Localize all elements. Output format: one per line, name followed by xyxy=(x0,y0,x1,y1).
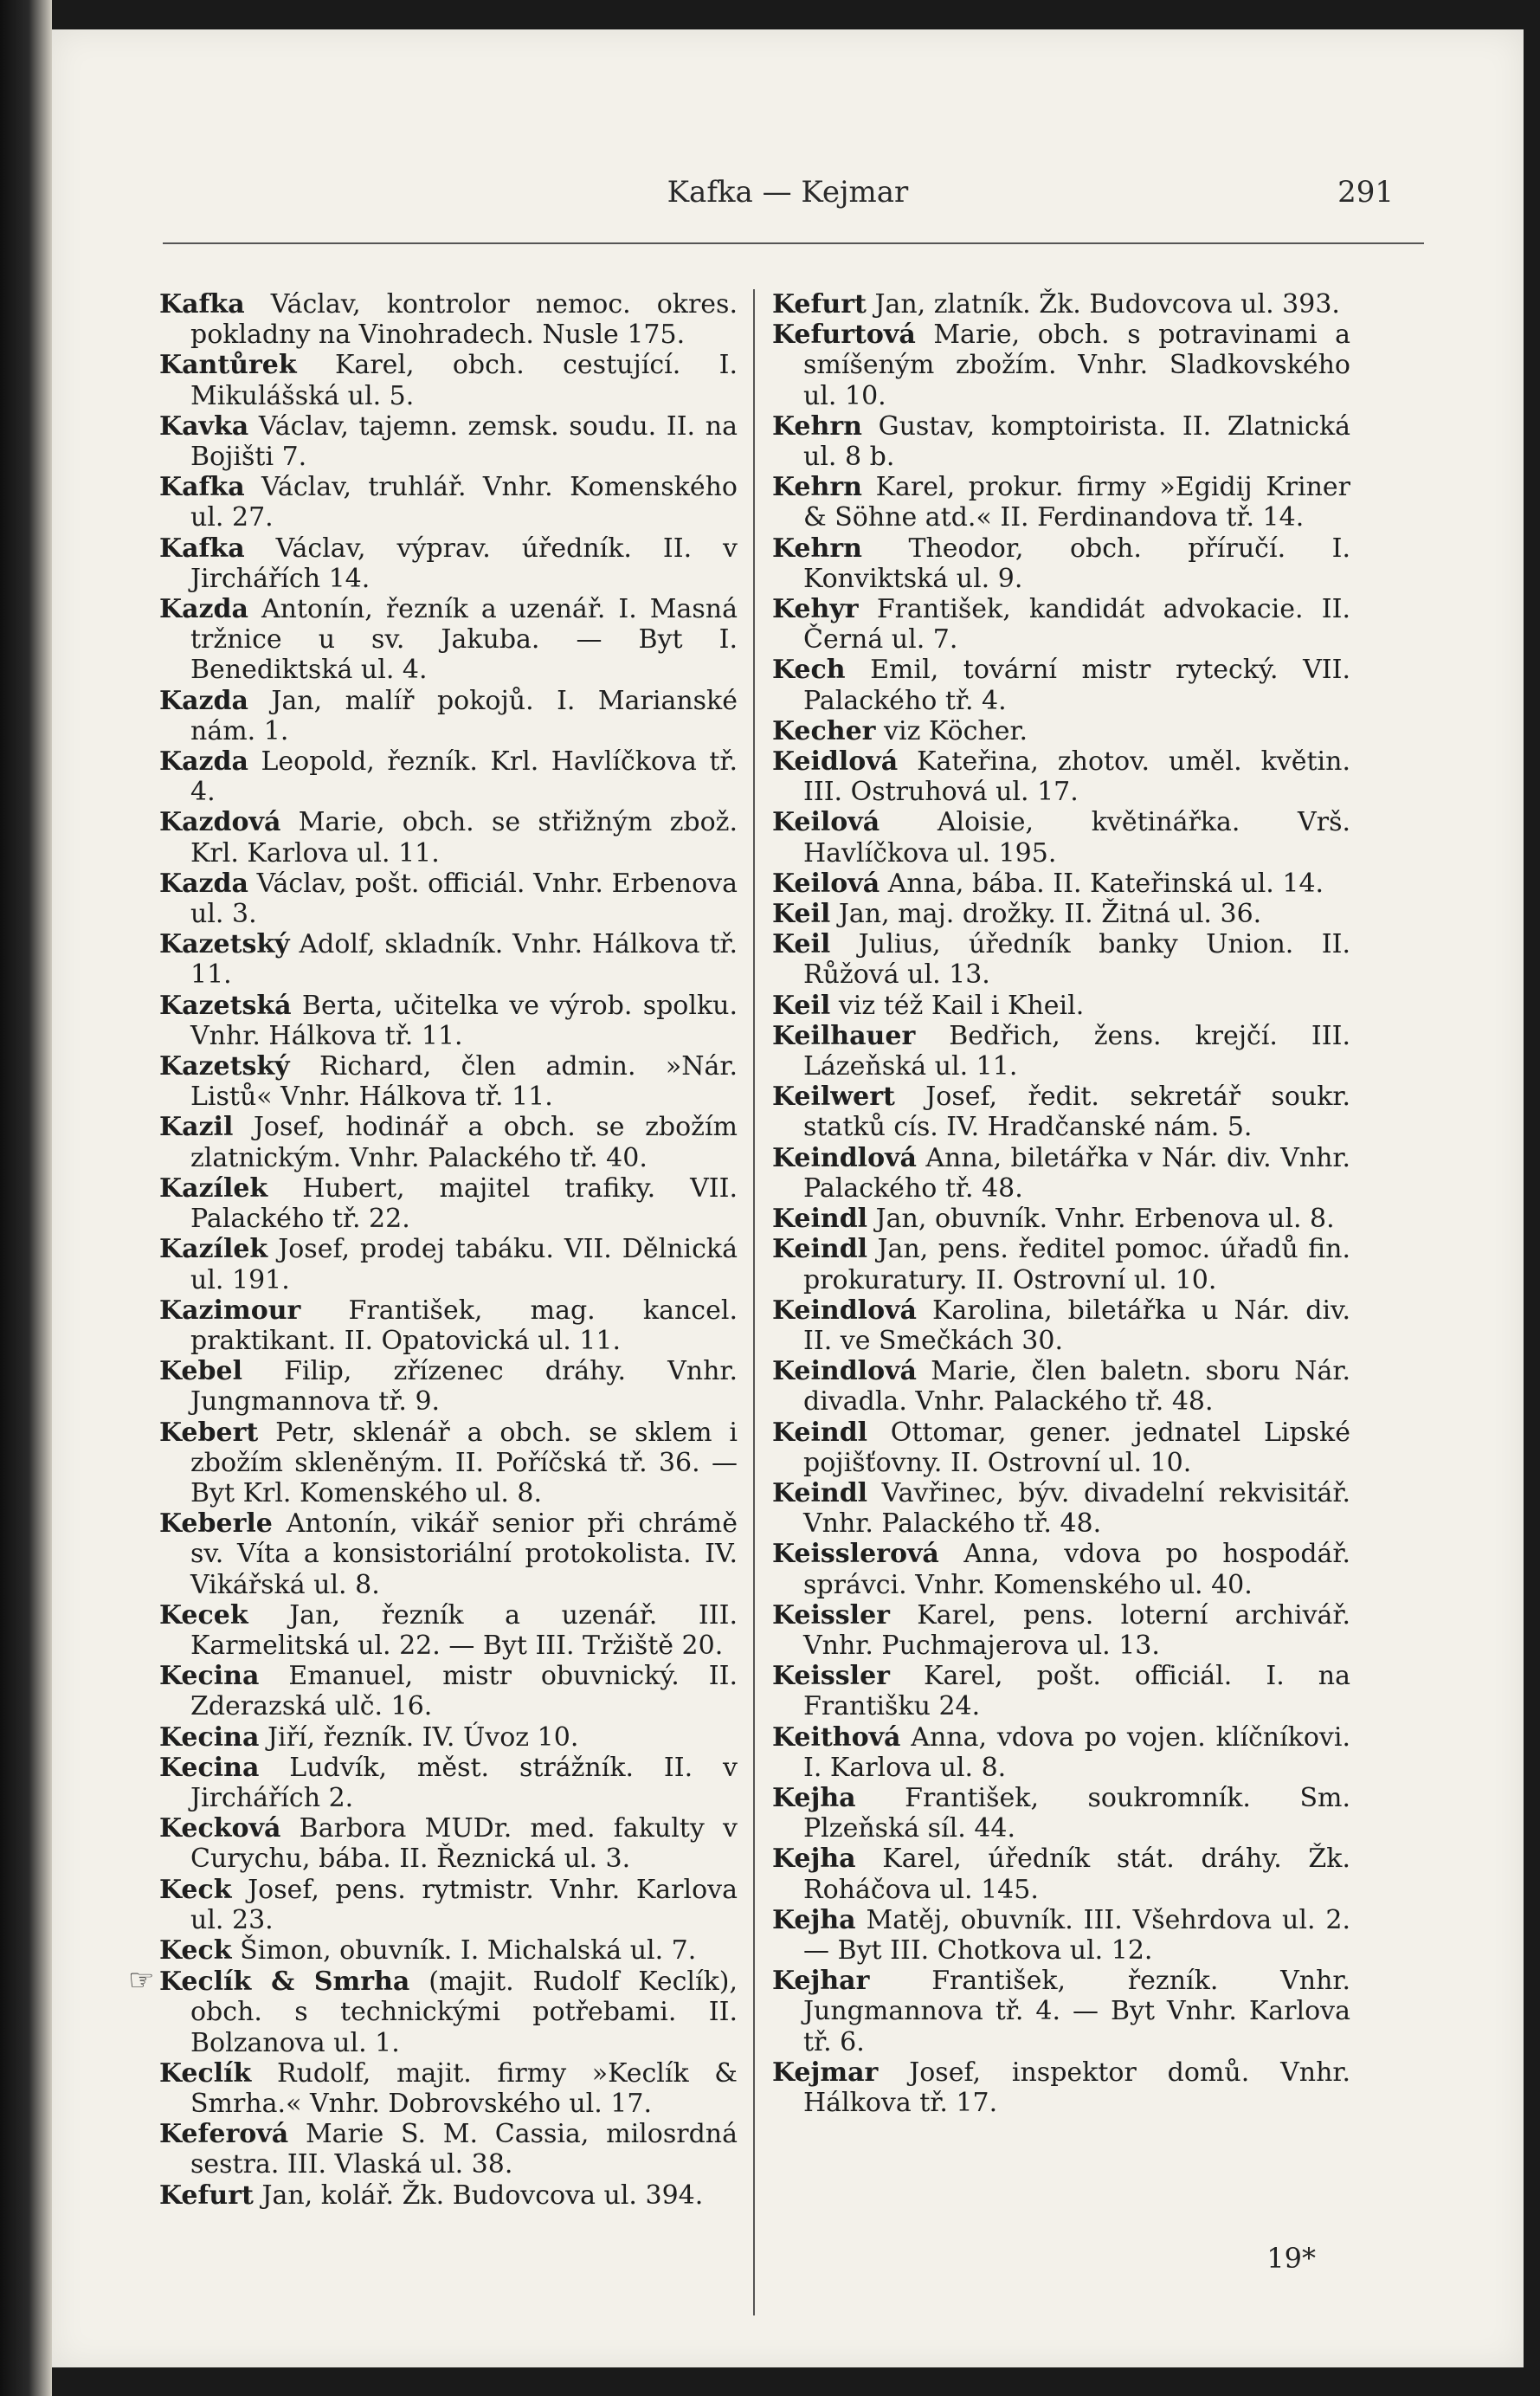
directory-entry xyxy=(159,2119,738,2180)
entry-name: Kantůrek xyxy=(159,350,297,381)
directory-entry xyxy=(159,533,738,594)
entry-details: Theodor, obch. příručí. I. Konviktská ul. 9. xyxy=(803,533,1350,594)
entry-name: Keclík xyxy=(159,2057,252,2089)
entry-details: Bedřich, žens. krejčí. III. Lázeňská ul. 11. xyxy=(803,1020,1350,1082)
entry-details: Anna, vdova po hospodář. správci. Vnhr. Komenského ul. 40. xyxy=(803,1539,1350,1600)
directory-entry xyxy=(772,655,1350,715)
entry-details: Berta, učitelka ve výrob. spolku. Vnhr. Hálkova tř. 11. xyxy=(190,990,738,1051)
entry-name: Kecek xyxy=(159,1599,248,1631)
entry-details: Anna, bába. II. Kateřinská ul. 14. xyxy=(887,868,1324,899)
entry-details: Karel, pošt. officiál. I. na Františku 24. xyxy=(803,1661,1350,1722)
entry-details: Marie S. M. Cassia, milosrdná sestra. III. Vlaská ul. 38. xyxy=(190,2119,738,2180)
entry-name: Kejmar xyxy=(772,2057,879,2088)
directory-entry xyxy=(159,2180,738,2211)
entry-name: Keilová xyxy=(772,868,880,899)
directory-entry xyxy=(159,686,738,746)
book-spine-edge xyxy=(0,0,52,2396)
directory-entry xyxy=(772,1966,1350,2057)
entry-name: Keissler xyxy=(772,1599,890,1631)
entry-details: Matěj, obuvník. III. Všehrdova ul. 2. — Byt III. Chotkova ul. 12. xyxy=(803,1904,1350,1966)
entry-name: Keclík & Smrha xyxy=(159,1967,410,1998)
directory-entry xyxy=(159,1935,738,1966)
entry-name: Kecková xyxy=(159,1813,281,1844)
entry-details: Šimon, obuvník. I. Michalská ul. 7. xyxy=(240,1934,697,1966)
entry-name: Keil xyxy=(772,929,831,960)
entry-name: Kehrn xyxy=(772,410,862,442)
entry-name: Kebel xyxy=(159,1356,242,1387)
entry-details: Karel, prokur. firmy »Egidij Kriner & Söhne atd.« II. Ferdinandova tř. 14. xyxy=(803,472,1350,533)
entry-details: Ottomar, gener. jednatel Lipské pojišťovny. II. Ostrovní ul. 10. xyxy=(803,1417,1350,1478)
entry-name: Kecina xyxy=(159,1752,260,1783)
directory-entry xyxy=(159,411,738,472)
directory-entry xyxy=(159,746,738,807)
entry-name: Kazetská xyxy=(159,990,292,1021)
entry-name: Keindlová xyxy=(772,1142,917,1173)
entry-name: Keindl xyxy=(772,1234,868,1265)
directory-entry xyxy=(159,929,738,990)
entry-details: Josef, ředit. sekretář soukr. statků cís. IV. Hradčanské nám. 5. xyxy=(803,1082,1350,1143)
entry-name: Kazetský xyxy=(159,1051,290,1082)
entry-details: Jan, obuvník. Vnhr. Erbenova ul. 8. xyxy=(875,1204,1335,1235)
directory-entry xyxy=(772,1661,1350,1721)
entry-name: Keithová xyxy=(772,1721,901,1753)
entry-name: Kafka xyxy=(159,472,245,503)
entry-details: Karolina, biletářka u Nár. div. II. ve Smečkách 30. xyxy=(803,1295,1350,1356)
directory-entry xyxy=(772,1204,1350,1234)
entry-details: Vavřinec, býv. divadelní rekvisitář. Vnhr. Palackého tř. 48. xyxy=(803,1477,1350,1540)
directory-entry xyxy=(772,320,1350,411)
directory-entry xyxy=(772,1418,1350,1478)
entry-details: Anna, biletářka v Nár. div. Vnhr. Palackého tř. 48. xyxy=(803,1142,1350,1204)
entry-name: Kecina xyxy=(159,1721,260,1753)
directory-entry xyxy=(772,1082,1350,1142)
directory-entry xyxy=(159,1600,738,1661)
entry-details: Adolf, skladník. Vnhr. Hálkova tř. 11. xyxy=(190,929,738,991)
entry-name: Keindlová xyxy=(772,1295,917,1326)
directory-entry xyxy=(772,289,1350,320)
directory-entry xyxy=(128,1963,738,2058)
directory-entry xyxy=(159,1813,738,1874)
entry-name: Kejha xyxy=(772,1904,856,1935)
entry-details: Josef, prodej tabáku. VII. Dělnická ul. 191. xyxy=(190,1234,738,1295)
entry-details: Karel, úředník stát. dráhy. Žk. Roháčova ul. 145. xyxy=(803,1844,1350,1905)
entry-name: Keberle xyxy=(159,1508,273,1540)
directory-entry xyxy=(159,2058,738,2119)
entry-details: Jan, řezník a uzenář. III. Karmelitská ul. 22. — Byt III. Tržiště 20. xyxy=(190,1599,738,1661)
entry-name: Kazda xyxy=(159,746,248,778)
directory-entry xyxy=(772,2057,1350,2118)
entry-details: Marie, obch. s potravinami a smíšeným zbožím. Vnhr. Sladkovského ul. 10. xyxy=(803,320,1350,411)
page-number: 291 xyxy=(1337,175,1394,210)
pointing-hand-icon: ☞ xyxy=(128,1963,155,1999)
directory-entry xyxy=(772,472,1350,533)
entry-details: Julius, úředník banky Union. II. Růžová ul. 13. xyxy=(803,929,1350,991)
book-page xyxy=(52,29,1524,2367)
entry-name: Keissler xyxy=(772,1661,890,1692)
directory-entry xyxy=(159,807,738,868)
entry-name: Keisslerová xyxy=(772,1539,939,1570)
entry-name: Kazda xyxy=(159,868,248,899)
entry-details: Petr, sklenář a obch. se sklem i zbožím skleněným. II. Poříčská tř. 36. — Byt Krl. Komenského ul. 8. xyxy=(190,1417,738,1508)
entry-name: Kecher xyxy=(772,715,876,746)
directory-entry xyxy=(772,1478,1350,1539)
entry-name: Keindl xyxy=(772,1477,868,1508)
directory-entry xyxy=(772,1234,1350,1295)
entry-details: Josef, inspektor domů. Vnhr. Hálkova tř. 17. xyxy=(803,2057,1350,2118)
entry-details: Richard, člen admin. »Nár. Listů« Vnhr. Hálkova tř. 11. xyxy=(190,1051,738,1113)
entry-details: Václav, výprav. úředník. II. v Jirchářích 14. xyxy=(190,533,738,594)
entry-details: Anna, vdova po vojen. klíčníkovi. I. Karlova ul. 8. xyxy=(803,1721,1350,1783)
entry-details: Karel, pens. loterní archivář. Vnhr. Puchmajerova ul. 13. xyxy=(803,1599,1350,1661)
entry-details: František, řezník. Vnhr. Jungmannova tř. 4. — Byt Vnhr. Karlova tř. 6. xyxy=(803,1966,1350,2057)
entry-details: Ludvík, měst. strážník. II. v Jirchářích 2. xyxy=(190,1752,738,1813)
entry-details: Leopold, řezník. Krl. Havlíčkova tř. 4. xyxy=(190,746,738,808)
entry-name: Kejhar xyxy=(772,1966,870,1997)
entry-name: Kazetský xyxy=(159,929,290,960)
directory-entry xyxy=(772,807,1350,868)
directory-entry xyxy=(159,1234,738,1295)
entry-name: Kazda xyxy=(159,685,248,716)
entry-name: Kech xyxy=(772,655,846,686)
entry-name: Keilová xyxy=(772,807,880,838)
entry-details: viz též Kail i Kheil. xyxy=(838,990,1085,1021)
entry-name: Keindl xyxy=(772,1417,868,1448)
entry-details: Aloisie, květinářka. Vrš. Havlíčkova ul. 195. xyxy=(803,807,1350,869)
directory-entry xyxy=(772,929,1350,990)
entry-details: Jan, zlatník. Žk. Budovcova ul. 393. xyxy=(874,289,1340,320)
entry-name: Keindlová xyxy=(772,1356,917,1387)
entry-details: viz Köcher. xyxy=(884,715,1028,746)
directory-entry xyxy=(159,1295,738,1356)
entry-name: Kazil xyxy=(159,1112,234,1143)
entry-details: František, kandidát advokacie. II. Černá ul. 7. xyxy=(803,594,1351,656)
entry-details: Karel, obch. cestující. I. Mikulášská ul. 5. xyxy=(190,350,738,411)
entry-details: František, mag. kancel. praktikant. II. Opatovická ul. 11. xyxy=(190,1295,738,1356)
entry-details: (majit. Rudolf Keclík), obch. s technickými potřebami. II. Bolzanova ul. 1. xyxy=(190,1967,738,2058)
entry-details: Jan, malíř pokojů. I. Marianské nám. 1. xyxy=(190,685,738,746)
directory-entry xyxy=(772,991,1350,1021)
running-head: Kafka — Kejmar xyxy=(667,175,909,210)
signature-mark: 19* xyxy=(1266,2242,1316,2275)
directory-entry xyxy=(159,991,738,1051)
directory-entry xyxy=(159,1356,738,1417)
directory-entry xyxy=(159,1508,738,1600)
directory-entry xyxy=(772,1905,1350,1966)
directory-entry xyxy=(159,1753,738,1813)
directory-entry xyxy=(772,1021,1350,1082)
entry-name: Kejha xyxy=(772,1782,856,1813)
entry-details: Antonín, vikář senior při chrámě sv. Víta a konsistoriální protokolista. IV. Vikářská ul. 8. xyxy=(190,1508,738,1600)
directory-entry xyxy=(772,716,1350,746)
entry-name: Keilwert xyxy=(772,1082,895,1113)
directory-entry xyxy=(159,1875,738,1935)
entry-name: Keil xyxy=(772,990,831,1021)
entry-name: Kefurt xyxy=(772,289,867,320)
directory-entry xyxy=(159,869,738,929)
directory-entry xyxy=(772,869,1350,899)
entry-name: Kazílek xyxy=(159,1172,268,1204)
entry-details: Emil, tovární mistr rytecký. VII. Palackého tř. 4. xyxy=(803,655,1350,716)
entry-details: Kateřina, zhotov. uměl. květin. III. Ostruhová ul. 17. xyxy=(803,746,1350,808)
directory-entry xyxy=(159,289,738,350)
directory-entry xyxy=(772,411,1350,472)
entry-details: Václav, kontrolor nemoc. okres. pokladny na Vinohradech. Nusle 175. xyxy=(190,289,738,351)
entry-name: Kazimour xyxy=(159,1295,301,1326)
entry-name: Keck xyxy=(159,1934,232,1966)
directory-entry xyxy=(159,1051,738,1112)
entry-name: Keferová xyxy=(159,2119,289,2150)
entry-details: Antonín, řezník a uzenář. I. Masná tržnice u sv. Jakuba. — Byt I. Benediktská ul. 4. xyxy=(190,594,738,686)
directory-entry xyxy=(772,1539,1350,1599)
directory-entry xyxy=(772,746,1350,807)
entry-name: Kejha xyxy=(772,1844,856,1875)
entry-details: Emanuel, mistr obuvnický. II. Zderazská ulč. 16. xyxy=(190,1661,738,1722)
directory-entry xyxy=(159,1112,738,1172)
entry-details: Rudolf, majit. firmy »Keclík & Smrha.« Vnhr. Dobrovského ul. 17. xyxy=(190,2057,738,2119)
directory-entry xyxy=(159,1661,738,1721)
entry-name: Keilhauer xyxy=(772,1020,916,1051)
entry-name: Kafka xyxy=(159,289,245,320)
directory-entry xyxy=(159,594,738,686)
entry-details: František, soukromník. Sm. Plzeňská síl. 44. xyxy=(803,1782,1350,1844)
entry-details: Filip, zřízenec dráhy. Vnhr. Jungmannova tř. 9. xyxy=(190,1356,738,1418)
entry-name: Keindl xyxy=(772,1204,868,1235)
entry-name: Kazdová xyxy=(159,807,281,838)
entry-details: Marie, člen baletn. sboru Nár. divadla. Vnhr. Palackého tř. 48. xyxy=(803,1356,1350,1418)
directory-entry xyxy=(772,1844,1350,1904)
entry-name: Kazílek xyxy=(159,1234,268,1265)
entry-details: Hubert, majitel trafiky. VII. Palackého tř. 22. xyxy=(190,1172,738,1235)
entry-details: Josef, pens. rytmistr. Vnhr. Karlova ul. 23. xyxy=(190,1874,738,1935)
directory-entry xyxy=(772,533,1350,594)
entry-name: Kehrn xyxy=(772,533,862,564)
header-rule xyxy=(163,242,1424,244)
entry-details: Václav, truhlář. Vnhr. Komenského ul. 27. xyxy=(190,472,738,533)
directory-entry xyxy=(772,1295,1350,1356)
entry-name: Kecina xyxy=(159,1661,260,1692)
entry-name: Kehyr xyxy=(772,594,859,625)
entry-name: Kebert xyxy=(159,1417,259,1448)
directory-entry xyxy=(772,899,1350,929)
entry-name: Kafka xyxy=(159,533,245,564)
entry-name: Kefurtová xyxy=(772,320,916,351)
directory-entry xyxy=(772,1722,1350,1783)
directory-entry xyxy=(159,350,738,410)
entry-details: Jiří, řezník. IV. Úvoz 10. xyxy=(267,1721,579,1753)
directory-entry xyxy=(772,594,1350,655)
directory-entry xyxy=(772,1356,1350,1417)
entry-name: Kavka xyxy=(159,410,249,442)
right-column xyxy=(772,289,1350,2118)
entry-name: Kefurt xyxy=(159,2180,254,2211)
entry-name: Kehrn xyxy=(772,472,862,503)
entry-details: Jan, kolář. Žk. Budovcova ul. 394. xyxy=(261,2180,704,2211)
directory-entry xyxy=(159,1173,738,1234)
entry-name: Kazda xyxy=(159,594,248,625)
entry-details: Barbora MUDr. med. fakulty v Curychu, bába. II. Řeznická ul. 3. xyxy=(190,1813,738,1875)
entry-name: Keck xyxy=(159,1874,232,1905)
left-column xyxy=(128,289,738,2211)
directory-entry xyxy=(159,472,738,533)
directory-entry xyxy=(772,1143,1350,1204)
entry-details: Václav, pošt. officiál. Vnhr. Erbenova ul. 3. xyxy=(190,868,738,930)
entry-details: Marie, obch. se střižným zbož. Krl. Karlova ul. 11. xyxy=(190,807,738,869)
directory-entry xyxy=(772,1783,1350,1844)
entry-details: Josef, hodinář a obch. se zbožím zlatnickým. Vnhr. Palackého tř. 40. xyxy=(190,1112,738,1173)
directory-entry xyxy=(159,1722,738,1753)
entry-details: Gustav, komptoirista. II. Zlatnická ul. 8 b. xyxy=(803,410,1351,473)
entry-name: Keidlová xyxy=(772,746,899,778)
entry-details: Václav, tajemn. zemsk. soudu. II. na Bojišti 7. xyxy=(190,410,738,473)
column-divider xyxy=(753,289,755,2315)
entry-details: Jan, maj. drožky. II. Žitná ul. 36. xyxy=(838,899,1262,930)
entry-name: Keil xyxy=(772,899,831,930)
directory-entry xyxy=(159,1418,738,1509)
entry-details: Jan, pens. ředitel pomoc. úřadů fin. prokuratury. II. Ostrovní ul. 10. xyxy=(803,1234,1350,1295)
directory-entry xyxy=(772,1600,1350,1661)
